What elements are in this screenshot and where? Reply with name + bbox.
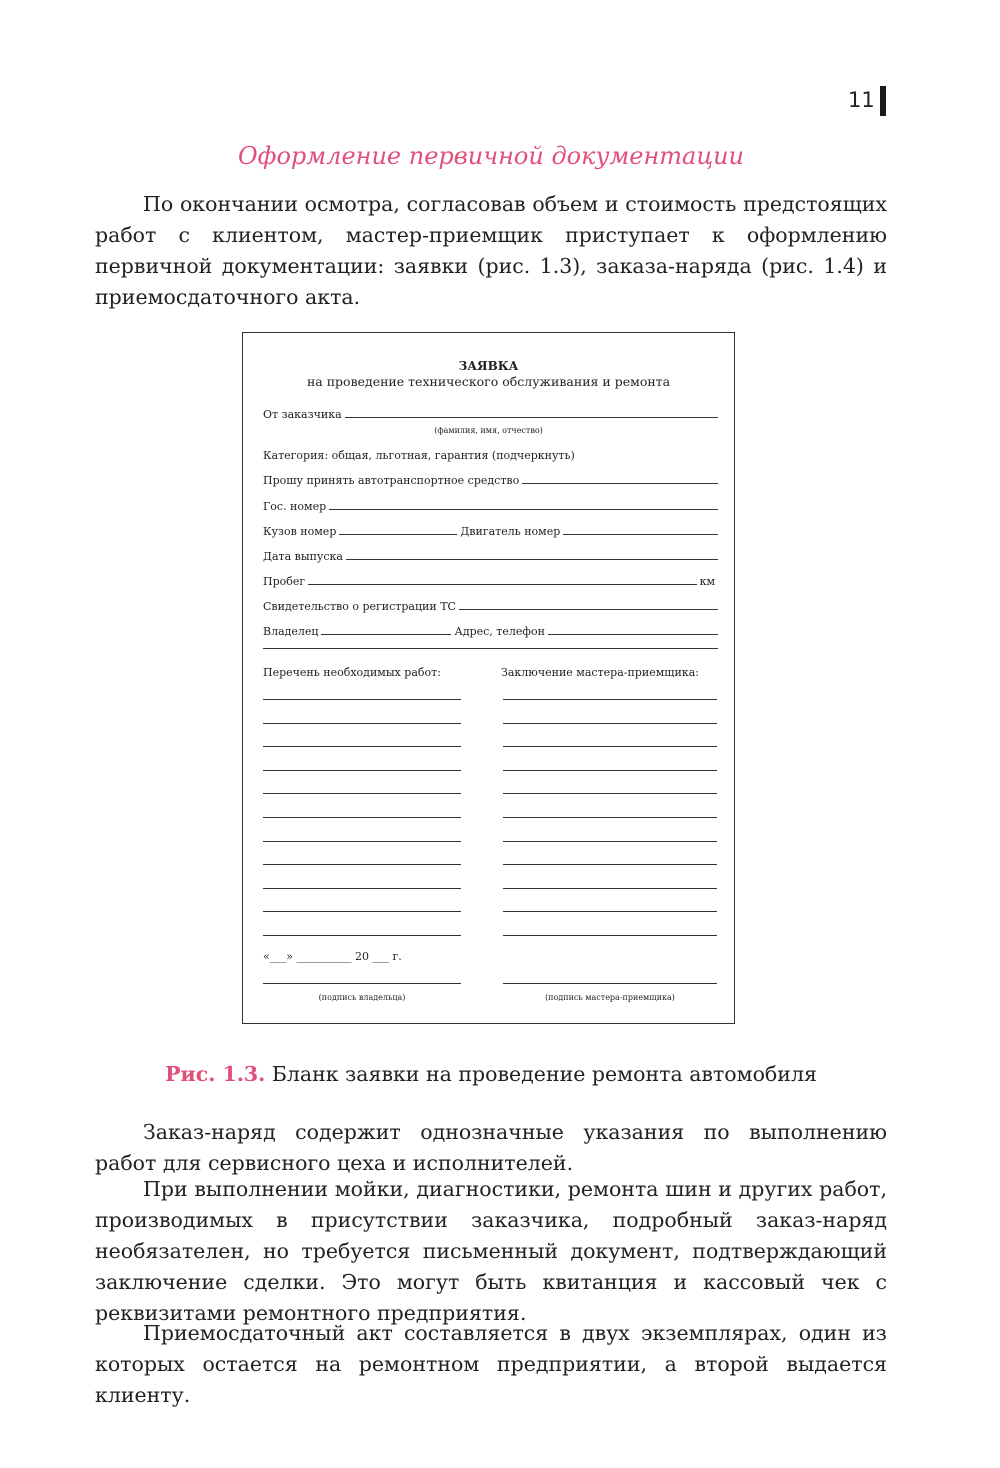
paragraph-intro: По окончании осмотра, согласовав объем и стоимость предстоящих работ с клиентом, мастер-приемщик приступает к оформлению первичной документации: заявки (рис. 1.3), заказа-наряда (рис. 1.4) и приемосдаточного акта. <box>95 192 887 309</box>
owner-row <box>263 622 718 638</box>
engine-number-line <box>563 534 718 535</box>
page-number: 11 <box>848 88 875 112</box>
name-hint: (фамилия, имя, отчество) <box>434 426 543 435</box>
owner-label: Владелец <box>263 625 319 638</box>
from-customer-line <box>345 417 718 418</box>
body-number-label: Кузов номер <box>263 525 337 538</box>
release-date-label: Дата выпуска <box>263 550 343 563</box>
address-phone-line <box>548 634 718 635</box>
from-customer-row <box>263 405 718 421</box>
application-form-figure <box>242 332 735 1024</box>
works-list-line <box>263 723 461 724</box>
category-row <box>263 446 718 462</box>
master-conclusion-heading: Заключение мастера-приемщика: <box>501 666 699 679</box>
address-phone-label: Адрес, телефон <box>454 625 545 638</box>
master-conclusion-line <box>503 888 717 889</box>
registration-label: Свидетельство о регистрации ТС <box>263 600 456 613</box>
works-list-line <box>263 793 461 794</box>
owner-line <box>321 634 451 635</box>
gov-number-label: Гос. номер <box>263 500 327 513</box>
works-list-line <box>263 770 461 771</box>
works-list-line <box>263 817 461 818</box>
master-signature-label: (подпись мастера-приемщика) <box>545 993 675 1002</box>
works-list-heading: Перечень необходимых работ: <box>263 666 441 679</box>
master-conclusion-line <box>503 935 717 936</box>
release-date-row <box>263 547 718 563</box>
vehicle-request-line <box>522 483 718 484</box>
master-signature-line <box>503 983 717 984</box>
master-conclusion-line <box>503 911 717 912</box>
works-list-line <box>263 699 461 700</box>
owner-signature-label: (подпись владельца) <box>318 993 406 1002</box>
owner-signature-line <box>263 983 461 984</box>
figure-caption <box>0 1062 982 1086</box>
gov-number-line <box>329 509 718 510</box>
master-conclusion-line <box>503 864 717 865</box>
caption-text: Бланк заявки на проведение ремонта автомобиля <box>271 1062 817 1086</box>
caption-label: Рис. 1.3. <box>165 1062 266 1086</box>
master-conclusion-line <box>503 723 717 724</box>
master-conclusion-line <box>503 770 717 771</box>
paragraph-order: Заказ-наряд содержит однозначные указания по выполнению работ для сервисного цеха и исполнителей. <box>95 1120 887 1175</box>
mileage-label: Пробег <box>263 575 306 588</box>
section-title: Оформление первичной документации <box>237 142 745 170</box>
works-list-line <box>263 864 461 865</box>
works-list-line <box>263 841 461 842</box>
master-conclusion-line <box>503 841 717 842</box>
form-title: ЗАЯВКА <box>458 359 519 373</box>
owner-extra-line <box>263 648 718 649</box>
body-number-line <box>339 534 457 535</box>
master-conclusion-line <box>503 793 717 794</box>
mileage-row <box>263 572 718 588</box>
page-number-bar <box>880 86 886 116</box>
master-conclusion-line <box>503 746 717 747</box>
paragraph-act: Приемосдаточный акт составляется в двух экземплярах, один из которых остается на ремонтном предприятии, а второй выдается клиенту. <box>95 1321 887 1407</box>
master-conclusion-line <box>503 817 717 818</box>
category-label: Категория: общая, льготная, гарантия (подчеркнуть) <box>263 449 575 462</box>
vehicle-request-row <box>263 471 718 487</box>
paragraph-washing: При выполнении мойки, диагностики, ремонта шин и других работ, производимых в присутствии заказчика, подробный заказ-наряд необязателен, но требуется письменный документ, подтверждающий заключение сделки. Это могут быть квитанция и кассовый чек с реквизитами ремонтного предприятия. <box>95 1177 887 1325</box>
engine-number-label: Двигатель номер <box>460 525 561 538</box>
registration-line <box>459 609 718 610</box>
date-line: «___» __________ 20 ___ г. <box>263 950 402 963</box>
works-list-line <box>263 746 461 747</box>
release-date-line <box>346 559 718 560</box>
works-list-line <box>263 911 461 912</box>
form-subtitle: на проведение технического обслуживания и ремонта <box>306 374 671 389</box>
mileage-line <box>308 584 696 585</box>
body-engine-row <box>263 522 718 538</box>
registration-row <box>263 597 718 613</box>
works-list-line <box>263 935 461 936</box>
from-customer-label: От заказчика <box>263 408 342 421</box>
works-list-line <box>263 888 461 889</box>
gov-number-row <box>263 497 718 513</box>
mileage-unit: км <box>699 575 715 588</box>
master-conclusion-line <box>503 699 717 700</box>
vehicle-request-label: Прошу принять автотранспортное средство <box>263 474 520 487</box>
